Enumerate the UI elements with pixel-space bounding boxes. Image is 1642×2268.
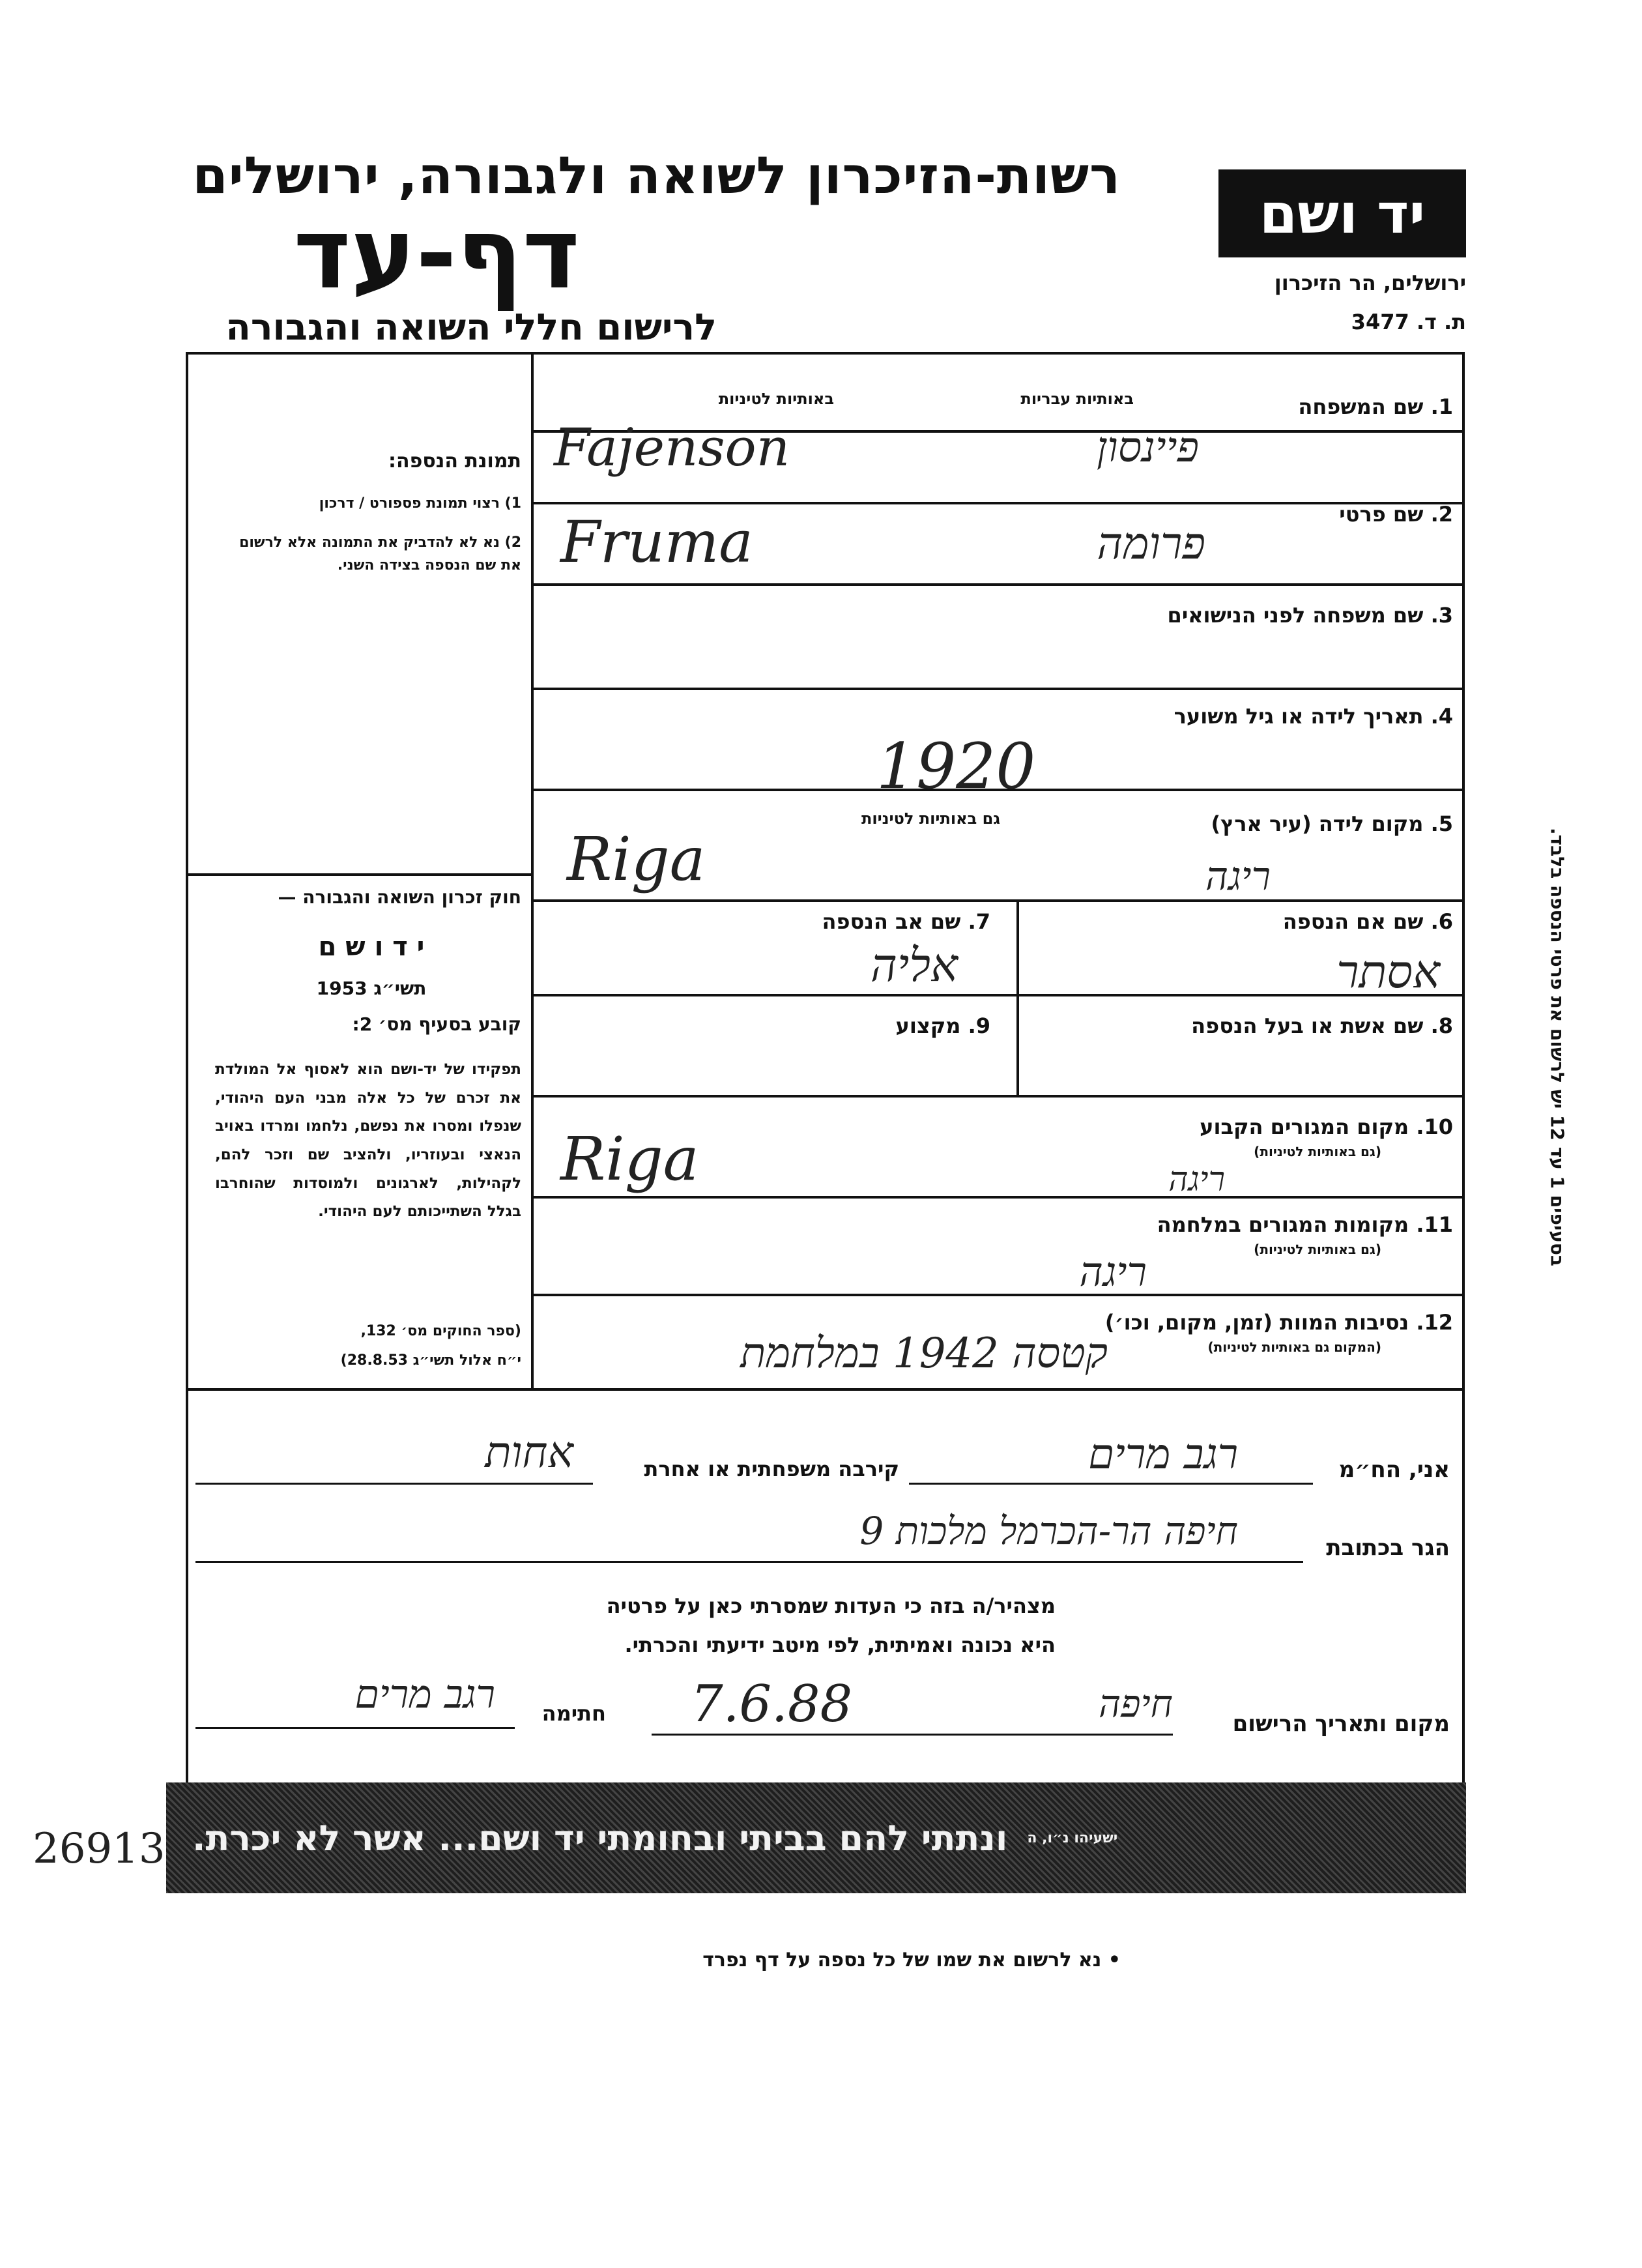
banner-source: ישעיהו נ״ו, ה <box>1027 1829 1118 1846</box>
form-subtitle: לרישום חללי השואה והגבורה <box>225 306 717 349</box>
field-6-value[interactable]: אסתר <box>1336 945 1440 998</box>
form-title: דף-עד <box>293 197 580 311</box>
column-hebrew-header: באותיות עבריות <box>1020 390 1134 408</box>
date-value[interactable]: 7.6.88 <box>691 1675 853 1734</box>
field-10-latin-value[interactable]: Riga <box>560 1124 699 1194</box>
field-8-label: 8. שם אשת או בעל הנספה <box>1191 1013 1453 1038</box>
field-10-hint: (גם באותיות לטיניות) <box>1254 1144 1381 1159</box>
parents-divider <box>1016 899 1019 1095</box>
signature-label: חתימה <box>541 1701 606 1726</box>
column-latin-header: באותיות לטיניות <box>718 390 834 408</box>
declarant-name-value[interactable]: רגב מרים <box>1088 1431 1238 1479</box>
photo-law-divider <box>186 873 531 876</box>
field-11-hint: (גם באותיות לטיניות) <box>1254 1242 1381 1257</box>
archive-number: 26913 <box>33 1825 166 1873</box>
relation-value[interactable]: אחות <box>485 1427 573 1477</box>
field-3-label: 3. שם משפחה לפני הנישואים <box>1167 603 1453 628</box>
field-12-hint: (המקום גם באותיות לטיניות) <box>1207 1339 1381 1355</box>
banner-text: ונתתי להם בביתי ובחומתי יד ושם... אשר לא יכרת. <box>192 1817 1008 1859</box>
law-heading: חוק זכרון השואה והגבורה — <box>278 886 521 908</box>
field-2-hebrew-value[interactable]: פרומה <box>1097 518 1205 570</box>
field-5-hebrew-value[interactable]: ריגה <box>1205 854 1271 899</box>
field-12-label: 12. נסיבות המוות (זמן, מקום, וכו׳) <box>1104 1310 1453 1335</box>
quote-banner <box>166 1782 1466 1893</box>
side-note: בסעיפים 1 עד 12 יש לרשום את פרטי הנספה בלבד. <box>1546 828 1568 1266</box>
photo-heading: תמונת הנספה: <box>388 450 521 472</box>
field-4-value[interactable]: 1920 <box>876 730 1036 803</box>
yad-vashem-logo: יד ושם <box>1218 169 1466 257</box>
address-line-2: ת. ד. 3477 <box>1351 310 1466 334</box>
field-11-label: 11. מקומות המגורים במלחמה <box>1157 1212 1453 1237</box>
address-line-1: ירושלים, הר הזיכרון <box>1274 270 1466 295</box>
law-name: י ד ו ש ם <box>318 932 425 962</box>
field-1-label: 1. שם המשפחה <box>1298 394 1453 419</box>
field-12-value[interactable]: קטסה 1942 במלחמת <box>740 1330 1108 1378</box>
law-body: תפקידו של יד-ושם הוא לאסוף אל המולדת את זכרם של כל אלה מבני העם היהודי, שנפלו ומסרו את נפשם, נלחמו ומרדו באויב הנאצי ובעוזריו, ולהציב שם וזכר להם, לקהילות, לארגונים ולמוסדות שהוחרבו בגלל השתייכותם לעם היהודי. <box>215 1061 521 1221</box>
statement-line-2: היא נכונה ואמיתית, לפי מיטב ידיעתי והכרתי. <box>624 1633 1056 1657</box>
law-source-date: י״ח אלול תשי״ג 28.8.53) <box>340 1352 521 1369</box>
statement-line-1: מצהיר/ה בזה כי העדות שמסרתי כאן על פרטיה <box>606 1593 1056 1618</box>
field-6-label: 6. שם אם הנספה <box>1282 909 1453 934</box>
declaration-divider <box>186 1388 1463 1391</box>
field-7-label: 7. שם אב הנספה <box>822 909 990 934</box>
field-5-label: 5. מקום לידה (עיר ארץ) <box>1211 811 1453 836</box>
place-date-label: מקום ותאריך הרישום <box>1232 1711 1450 1737</box>
field-5-latin-hint: גם באותיות לטיניות <box>861 809 1000 828</box>
photo-note-2: 2) נא לא להדביק את התמונה אלא לרשום את שם הנספה בצידה השני. <box>239 534 521 574</box>
field-4-label: 4. תאריך לידה או גיל משוער <box>1174 704 1453 729</box>
field-1-hebrew-value[interactable]: פיינסון <box>1097 424 1199 472</box>
declarant-label: אני, הח״מ <box>1338 1457 1450 1483</box>
left-panel-divider <box>531 352 534 1388</box>
field-10-hebrew-value[interactable]: ריגה <box>1168 1160 1225 1199</box>
field-7-value[interactable]: אליה <box>870 938 958 992</box>
law-year: תשי״ג 1953 <box>316 978 427 999</box>
field-5-latin-value[interactable]: Riga <box>567 824 706 894</box>
field-10-label: 10. מקום המגורים הקבוע <box>1200 1114 1453 1139</box>
field-1-latin-value[interactable]: Fajenson <box>554 417 790 478</box>
photo-note-1: 1) רצוי תמונת פספורט / דרכון <box>319 495 521 512</box>
law-source: (ספר החוקים מס׳ 132, <box>360 1323 521 1339</box>
field-2-latin-value[interactable]: Fruma <box>560 508 753 575</box>
relation-label: קירבה משפחתית או אחרת <box>644 1457 899 1481</box>
field-2-label: 2. שם פרטי <box>1339 502 1453 527</box>
place-value[interactable]: חיפה <box>1099 1681 1173 1726</box>
address-value[interactable]: חיפה הר-הכרמל מלכות 9 <box>859 1509 1238 1553</box>
authority-title: רשות-הזיכרון לשואה ולגבורה, ירושלים <box>192 147 1121 205</box>
law-clause: קובע בסעיף מס׳ 2: <box>352 1013 521 1035</box>
signature-value[interactable]: רגב מרים <box>354 1672 495 1717</box>
field-11-value[interactable]: ריגה <box>1079 1248 1147 1296</box>
field-9-label: 9. מקצוע <box>895 1013 990 1038</box>
address-label: הגר בכתובת <box>1326 1535 1450 1561</box>
footer-note: • נא לרשום את שמו של כל נספה על דף נפרד <box>702 1949 1121 1971</box>
